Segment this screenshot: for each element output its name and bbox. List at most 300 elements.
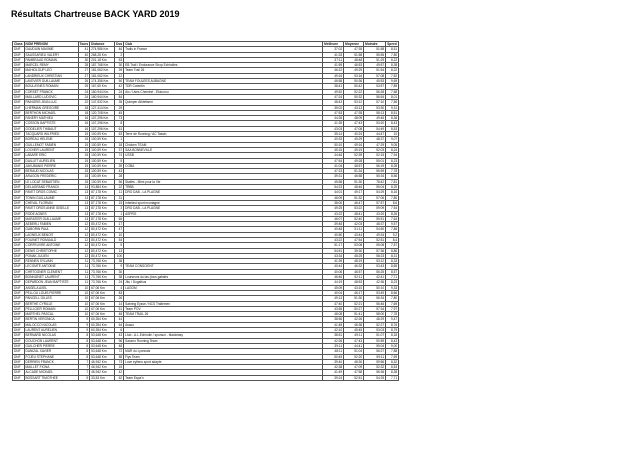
table-cell: 55:01 [364,158,386,163]
table-cell: 30 [115,63,124,68]
table-cell: 46,942 Km [90,365,115,370]
table-cell: 47 [115,227,124,232]
table-cell: BOULAYNES ROMAIN [24,84,78,89]
table-cell: 43:34 [323,253,344,258]
table-cell: CORFEUVRE ANTOINE [24,243,78,248]
table-cell: 11 [78,264,90,269]
table-cell: 8,32 [386,359,399,364]
table-cell: 12 [115,73,124,78]
table-cell: TRBB [124,185,323,190]
table-cell: 42:26 [323,338,344,343]
table-cell: BOREAU HELENE [24,137,78,142]
table-cell: 8 [78,349,90,354]
table-cell: 52:22 [344,89,364,94]
table-cell: 43:10 [344,285,364,290]
table-cell: 100,59 Km [90,174,115,179]
table-cell: 24 [78,89,90,94]
table-cell: 7,97 [386,306,399,311]
table-cell: 56 [115,179,124,184]
table-cell: DNF [13,169,25,174]
table-cell: 49:13 [323,296,344,301]
table-cell: DNF [13,57,25,62]
table-cell: 12 [78,243,90,248]
column-header: Class [14,42,23,46]
table-cell: RODE AGNES [24,211,78,216]
table-cell: DNF [13,89,25,94]
results-table [12,41,399,381]
table-cell: MAILLET FIONA [24,365,78,370]
table-cell: 67,06 Km [90,301,115,306]
table-cell: DNF [13,47,25,52]
table-cell: 57:36 [364,248,386,253]
table-cell: 54:29 [364,190,386,195]
table-cell: 73 [115,116,124,121]
table-cell: 40:48 [323,227,344,232]
table-cell: DNF [13,259,25,264]
table-cell: BONNIZNET LAURENT [24,275,78,280]
table-cell: 54:25 [364,375,386,380]
table-cell: 45:58 [323,179,344,184]
table-cell: 54:49 [364,126,386,131]
table-cell: MARATIER GUILLAUME [24,216,78,221]
table-cell: 54:50 [364,227,386,232]
table-cell: 47:08 [344,126,364,131]
table-cell: DNF [13,137,25,142]
table-cell: DNF [13,232,25,237]
table-cell: 51:32 [344,195,364,200]
table-cell: DNF [13,243,25,248]
column-header: Speed [387,42,397,46]
table-cell: 52:11 [344,275,364,280]
table-cell: SAA BONNEVILLE [124,147,323,152]
table-cell: 8 [78,338,90,343]
table-cell: 11 [78,275,90,280]
table-cell: DNF [13,216,25,221]
table-cell: 87,178 Km [90,211,115,216]
table-cell: 37:11 [323,57,344,62]
table-cell: 7,69 [386,354,399,359]
table-cell: 5 [78,375,90,380]
table-cell: 50 [115,79,124,84]
table-cell: DEPARDON JEAN BAPTISTE [24,280,78,285]
column-header: Meilleure [323,42,344,47]
table-cell: 7,88 [386,349,399,354]
table-cell: 48:19 [344,259,364,264]
table-cell: 13 [78,200,90,205]
table-cell: 48:09 [344,116,364,121]
table-cell: 49:28 [344,158,364,163]
table-cell: TONIN GUILLAUME [24,195,78,200]
table-cell: JAKUBANIS PIERRE [24,163,78,168]
table-cell: 48 [115,312,124,317]
table-cell: DNF [13,370,25,375]
table-cell: 100 [115,253,124,258]
table-cell: 38:51 [323,333,344,338]
table-cell: 11 [78,259,90,264]
table-cell: 45:45 [344,328,364,333]
table-cell: DNF [13,147,25,152]
table-cell: 52:03 [364,147,386,152]
table-cell: 53:22 [344,206,364,211]
table-cell: 8,28 [386,163,399,168]
table-cell: 30 [115,269,124,274]
table-cell: DNF [13,94,25,99]
table-cell: 127,414 Km [90,105,115,110]
table-cell: PELLOU LOUIS PIERRE [24,290,78,295]
table-cell: 52:40 [344,216,364,221]
table-cell: 55:04 [364,343,386,348]
table-cell: 80,472 Km [90,248,115,253]
table-cell: 50:10 [364,285,386,290]
table-cell: 8 [115,121,124,126]
column-header: Dos [116,42,123,46]
table-cell: DNF [13,349,25,354]
table-cell: 47:58 [344,370,364,375]
column-header: Distance [90,42,115,47]
table-cell: DNF [13,354,25,359]
table-cell: 54:51 [323,248,344,253]
table-cell: 53:49 [364,290,386,295]
table-cell: 47:29 [364,142,386,147]
table-cell: CHRTOGNER CLEMENT [24,269,78,274]
table-cell: 52:27 [364,322,386,327]
table-cell: 107,296 Km [90,126,115,131]
table-cell: 2 [115,52,124,57]
table-cell: 11 [78,269,90,274]
table-cell: 10 [115,232,124,237]
table-cell: 24 [115,280,124,285]
table-cell: 16 [78,116,90,121]
table-cell: DRO DAB - LA PLAGNE [124,190,323,195]
table-cell: 46:47 [344,200,364,205]
table-cell: DNF [13,174,25,179]
table-cell: 58:23 [364,253,386,258]
table-cell: 27 [78,68,90,73]
table-cell: 8,22 [386,68,399,73]
table-cell: 10 [386,132,399,137]
table-cell: 48:46 [344,185,364,190]
table-cell: COSSON BAPTISTE [24,121,78,126]
table-cell: 38:00 [323,200,344,205]
table-cell: 44:41 [344,343,364,348]
table-cell: 53:30 [364,105,386,110]
table-cell: 87,178 Km [90,190,115,195]
table-cell: FOJEU STEPHANE [24,354,78,359]
table-cell: 49:34 [364,232,386,237]
table-cell: FAVET DROS COMIC [24,190,78,195]
table-cell: 42:26 [344,317,364,322]
table-cell: 9,05 [386,142,399,147]
table-cell: 100,59 Km [90,147,115,152]
table-cell: 47:35 [344,110,364,115]
table-cell: LOCHER LAURENT [24,147,78,152]
table-cell: 15 [115,365,124,370]
table-cell: 8,26 [386,211,399,216]
table-cell: 47:53 [323,110,344,115]
table-cell: 59:56 [364,359,386,364]
table-cell: 49:17 [344,190,364,195]
table-cell: 8,66 [386,290,399,295]
table-cell: 80,472 Km [90,243,115,248]
table-cell: 8,53 [386,126,399,131]
table-cell: 28 [115,174,124,179]
table-cell: 22 [115,185,124,190]
table-cell: 120,708 Km [90,110,115,115]
table-cell: 52:32 [364,365,386,370]
table-cell: 7,94 [386,153,399,158]
table-cell: 43:22 [323,237,344,242]
table-cell: 38 [115,259,124,264]
table-cell: 46:38 [344,322,364,327]
table-cell: ARAGON FREDERIC [24,174,78,179]
table-cell: DNF [13,312,25,317]
table-cell: 53,648 Km [90,343,115,348]
table-cell: 39 [115,68,124,73]
table-cell: 15 [78,153,90,158]
table-cell: 46:09 [323,195,344,200]
table-cell: 56:25 [364,269,386,274]
table-cell: 49:11 [344,333,364,338]
table-cell: DNF [13,142,25,147]
table-cell: DNF [13,195,25,200]
table-cell: 13 [78,190,90,195]
table-cell: 73 [115,359,124,364]
table-cell: 46:32 [344,264,364,269]
table-cell: GUILCHER PIERRE [24,343,78,348]
table-cell: 9,47 [386,317,399,322]
table-cell: Flys Team [124,354,323,359]
table-cell: Interfast sport montagne [124,200,323,205]
table-cell: 40:33 [323,137,344,142]
table-cell: 53:57 [364,84,386,89]
table-cell: 8,76 [386,322,399,327]
table-cell: 80,472 Km [90,222,115,227]
table-cell: 46:53 [344,63,364,68]
table-cell: 100,59 Km [90,179,115,184]
table-cell: 9 [78,328,90,333]
table-cell: DNF [13,200,25,205]
table-cell: Team POV [124,306,323,311]
table-cell: 50:27 [344,306,364,311]
table-cell: 1 [115,211,124,216]
table-cell: FOUINET ROMUALD [24,237,78,242]
table-cell: DNF [13,338,25,343]
table-cell: Lourseurs du las (tous gabairs [124,275,323,280]
table-cell: 87,178 Km [90,216,115,221]
table-cell: 44 [115,317,124,322]
table-cell: 80,472 Km [90,227,115,232]
table-cell: 174,356 Km [90,79,115,84]
table-cell: DNF [13,275,25,280]
table-cell: 42 [115,84,124,89]
table-cell: 8,22 [386,57,399,62]
table-cell: 43:55 [323,306,344,311]
table-cell: AEBERLI FABIEN [24,222,78,227]
table-cell: DENIS CHRISTOPHE [24,248,78,253]
table-cell: 52:39 [344,153,364,158]
table-cell: Chicken TEAM [124,142,323,147]
table-cell: TEAM TRAIL 26 [124,312,323,317]
table-cell: MARTHEL PASCAL [24,312,78,317]
table-cell: 18 [78,110,90,115]
table-cell: 45:09 [323,285,344,290]
table-cell: 39 [115,163,124,168]
table-cell: DNF [13,153,25,158]
table-cell: 30 [78,57,90,62]
table-cell: 43 [115,169,124,174]
table-cell: 50:32 [344,94,364,99]
table-cell: DNF [13,116,25,121]
table-cell: 9,57 [386,222,399,227]
table-cell: DRO DAB - LA PLAGNE [124,206,323,211]
table-cell: DNF [13,206,25,211]
table-cell: 7,54 [386,206,399,211]
table-cell: 84 [115,94,124,99]
table-cell: 41:33 [323,52,344,57]
table-cell: 47:43 [344,338,364,343]
table-cell: 73,766 Km [90,269,115,274]
table-cell: 44:47 [364,132,386,137]
table-cell: 53,648 Km [90,349,115,354]
table-cell: 58 [115,354,124,359]
table-cell: 8,23 [386,158,399,163]
table-cell: GAUDUIN MAXIME [24,47,78,52]
table-cell: 39:11 [323,343,344,348]
table-cell: 8,38 [386,63,399,68]
table-cell: 67,06 Km [90,285,115,290]
table-cell: 49:16 [344,142,364,147]
table-cell: FAVET DROS ANNE GISELLE [24,206,78,211]
table-cell: 33,53 Km [90,375,115,380]
table-cell: DNF [13,163,25,168]
table-cell: 13 [78,195,90,200]
table-cell: 87,178 Km [90,195,115,200]
table-cell: 48:25 [344,253,364,258]
table-cell: DNF [13,84,25,89]
table-cell: Love eyliens sport adapte [124,359,323,364]
table-cell: 10 [78,312,90,317]
table-cell: DERRIEN FRANCK [24,359,78,364]
table-cell: 10 [78,290,90,295]
table-cell: LAGOM [124,285,323,290]
table-cell: DNF [13,306,25,311]
table-cell: 51:41 [344,312,364,317]
column-header: Moyenne [344,42,364,47]
table-cell: 187,768 Km [90,63,115,68]
table-cell: 42:38 [323,365,344,370]
table-cell: DNF [13,179,25,184]
table-cell: 14 [115,301,124,306]
table-cell: 54 [115,237,124,242]
table-cell: 56:46 [364,301,386,306]
table-cell: 63 [115,132,124,137]
table-cell: Sabring Eysse / NCS Trailemen [124,301,323,306]
table-cell: 100,59 Km [90,158,115,163]
table-cell: 60,354 Km [90,328,115,333]
table-cell: 7,68 [386,89,399,94]
table-cell: 50:10 [323,142,344,147]
table-cell: 41:35 [323,121,344,126]
table-cell: 7,80 [386,296,399,301]
table-cell: 56:59 [364,169,386,174]
table-cell: GUILLEMOT FABIEN [24,142,78,147]
table-cell: 35:30 [344,248,364,253]
table-cell: 73,766 Km [90,275,115,280]
table-cell: 18 [115,142,124,147]
table-cell: 7,56 [386,100,399,105]
table-cell: 13 [78,206,90,211]
table-cell: 8,56 [386,174,399,179]
table-cell: DANIZAL XAVIER [24,349,78,354]
table-cell: EB Trail / Endurance Shop Echirolles [124,63,323,68]
table-cell: 8,31 [386,253,399,258]
table-cell: 15 [78,179,90,184]
table-cell: 48:43 [323,100,344,105]
table-cell: 9,2 [386,232,399,237]
table-cell: 52:20 [344,354,364,359]
table-cell: 8,51 [386,47,399,52]
table-cell: 8,43 [386,338,399,343]
table-cell: 100,59 Km [90,142,115,147]
table-cell: 167,65 Km [90,84,115,89]
table-cell: DNF [13,222,25,227]
table-cell: Team Trail 26 [124,68,323,73]
table-cell: 49:25 [323,206,344,211]
table-cell: 9,33 [386,285,399,290]
table-cell: DNF [13,365,25,370]
table-cell: DNF [13,333,25,338]
table-cell: 47:24 [323,94,344,99]
table-cell: 46 [115,47,124,52]
table-cell: 37:02 [323,47,344,52]
table-cell: 57:10 [364,100,386,105]
table-cell: 51:34 [344,169,364,174]
table-cell: 51:29 [364,57,386,62]
table-cell: 47:54 [323,158,344,163]
table-cell: 51:07 [364,333,386,338]
table-cell: 47:23 [323,169,344,174]
table-cell: Ltub - A.L.Echirolle / sponsor - blackeasy [124,333,323,338]
table-cell: 7,52 [386,73,399,78]
table-cell: DNF [13,253,25,258]
table-cell: 12 [78,222,90,227]
table-cell: 26 [115,296,124,301]
table-cell: 53:16 [344,73,364,78]
table-cell: 53,648 Km [90,354,115,359]
table-cell: DNF [13,190,25,195]
table-cell: BERAUD NICOLAS [24,169,78,174]
table-cell: 56:27 [364,349,386,354]
table-cell: DNF [13,185,25,190]
table-cell: 22 [78,100,90,105]
table-cell: 8,16 [386,190,399,195]
table-cell: DNF [13,328,25,333]
table-cell: TEAM CONSCIENT [124,264,323,269]
table-cell: 8,4 [386,237,399,242]
table-cell: 48:53 [344,280,364,285]
table-cell: DNF [13,121,25,126]
table-cell: 15 [78,142,90,147]
table-cell: 56:34 [364,296,386,301]
table-cell: 67,06 Km [90,306,115,311]
table-cell: 7,57 [386,243,399,248]
table-cell: 42:03 [344,222,364,227]
table-cell: 52:51 [344,375,364,380]
table-cell: ALCADE MICKAEL [24,370,78,375]
table-cell: DNF [13,227,25,232]
table-cell: Stalles - Mimi pour la Vie [124,179,323,184]
table-cell: 42 [115,370,124,375]
